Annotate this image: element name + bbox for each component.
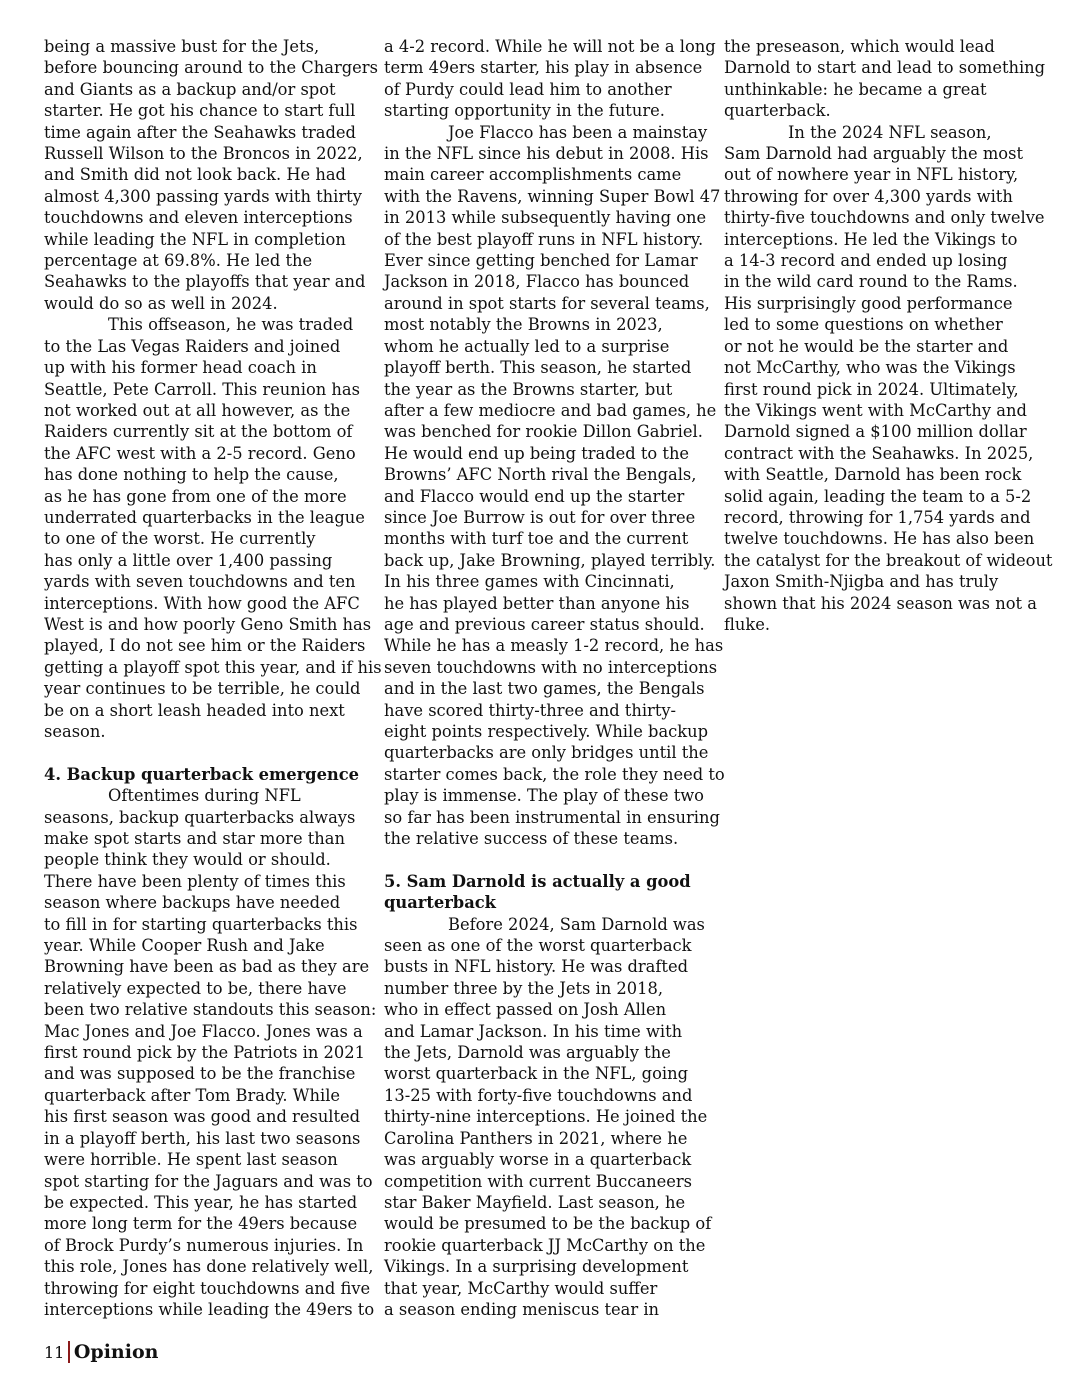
text-line: spot starting for the Jaguars and was to <box>44 1171 373 1191</box>
text-line: has done nothing to help the cause, <box>44 465 339 485</box>
text-line: record, throwing for 1,754 yards and <box>724 507 1031 527</box>
text-line: as he has gone from one of the more <box>44 486 347 506</box>
text-line: Browns’ AFC North rival the Bengals, <box>384 465 697 485</box>
text-line: Seahawks to the playoffs that year and <box>44 272 366 292</box>
paragraph-gap <box>44 742 374 763</box>
text-line: first round pick by the Patriots in 2021 <box>44 1043 365 1063</box>
text-line: and Giants as a backup and/or spot <box>44 79 336 99</box>
text-line: There have been plenty of times this <box>44 871 346 891</box>
text-line: who in effect passed on Josh Allen <box>384 1000 667 1020</box>
text-line: While he has a measly 1-2 record, he has <box>384 636 724 656</box>
text-line: up with his former head coach in <box>44 358 317 378</box>
text-line: to one of the worst. He currently <box>44 529 316 549</box>
text-line: and Flacco would end up the starter <box>384 486 685 506</box>
text-line: He would end up being traded to the <box>384 443 690 463</box>
text-line: Darnold signed a $100 million dollar <box>724 422 1027 442</box>
text-line: played, I do not see him or the Raiders <box>44 636 366 656</box>
text-line: play is immense. The play of these two <box>384 786 704 806</box>
paragraph-gap <box>384 849 714 870</box>
text-line: solid again, leading the team to a 5-2 <box>724 486 1032 506</box>
section-name: Opinion <box>73 1341 159 1363</box>
text-line: Before 2024, Sam Darnold was <box>448 914 705 934</box>
text-line: main career accomplishments came <box>384 165 682 185</box>
text-line: in the wild card round to the Rams. <box>724 272 1018 292</box>
text-line: Browning have been as bad as they are <box>44 957 370 977</box>
text-line: Darnold to start and lead to something <box>724 58 1046 78</box>
text-line: and in the last two games, the Bengals <box>384 679 705 699</box>
text-line: would do so as well in 2024. <box>44 293 278 313</box>
text-line: year. While Cooper Rush and Jake <box>44 936 325 956</box>
text-line: quarterbacks are only bridges until the <box>384 743 709 763</box>
text-line: been two relative standouts this season: <box>44 1000 377 1020</box>
text-line: be expected. This year, he has started <box>44 1192 358 1212</box>
text-line: fluke. <box>724 614 771 634</box>
text-line: seen as one of the worst quarterback <box>384 936 692 956</box>
text-line: his first season was good and resulted <box>44 1107 361 1127</box>
text-line: most notably the Browns in 2023, <box>384 315 663 335</box>
text-line: not McCarthy, who was the Vikings <box>724 358 1016 378</box>
text-line: first round pick in 2024. Ultimately, <box>724 379 1019 399</box>
page-number: 11 <box>44 1342 65 1362</box>
text-line: His surprisingly good performance <box>724 293 1013 313</box>
text-line: Joe Flacco has been a mainstay <box>448 122 708 142</box>
text-line: the preseason, which would lead <box>724 37 995 56</box>
text-line: Ever since getting benched for Lamar <box>384 251 698 271</box>
text-line: term 49ers starter, his play in absence <box>384 58 703 78</box>
text-line: year continues to be terrible, he could <box>44 679 361 699</box>
text-line: Carolina Panthers in 2021, where he <box>384 1128 688 1148</box>
text-line: the Vikings went with McCarthy and <box>724 400 1027 420</box>
text-line: in a playoff berth, his last two seasons <box>44 1128 361 1148</box>
text-line: that year, McCarthy would suffer <box>384 1278 658 1298</box>
text-column-1 <box>44 36 382 1320</box>
text-line: was benched for rookie Dillon Gabriel. <box>384 422 703 442</box>
text-line: Oftentimes during NFL <box>108 786 301 806</box>
text-line: back up, Jake Browning, played terribly. <box>384 550 716 570</box>
text-line: seasons, backup quarterbacks always <box>44 807 356 827</box>
text-line: interceptions. With how good the AFC <box>44 593 360 613</box>
text-line: In his three games with Cincinnati, <box>384 572 675 592</box>
text-line: people think they would or should. <box>44 850 331 870</box>
text-line: star Baker Mayfield. Last season, he <box>384 1192 686 1212</box>
text-line: quarterback. <box>724 101 831 121</box>
text-line: he has played better than anyone his <box>384 593 690 613</box>
text-line: Russell Wilson to the Broncos in 2022, <box>44 144 363 164</box>
text-line: have scored thirty-three and thirty- <box>384 700 677 720</box>
text-line: starter comes back, the role they need to <box>384 764 725 784</box>
text-line: with Seattle, Darnold has been rock <box>724 465 1022 485</box>
text-line: after a few mediocre and bad games, he <box>384 400 717 420</box>
text-line: season. <box>44 722 106 741</box>
text-line: quarterback after Tom Brady. While <box>44 1085 341 1105</box>
text-line: the Jets, Darnold was arguably the <box>384 1043 671 1063</box>
text-line: to the Las Vegas Raiders and joined <box>44 336 341 356</box>
text-line: with the Ravens, winning Super Bowl 47 <box>384 186 721 206</box>
text-column-3 <box>724 36 1054 635</box>
text-line: thirty-five touchdowns and only twelve <box>724 208 1045 228</box>
text-line: throwing for over 4,300 yards with <box>724 186 1013 206</box>
text-line: twelve touchdowns. He has also been <box>724 529 1035 549</box>
text-line: relatively expected to be, there have <box>44 978 347 998</box>
text-line: Sam Darnold had arguably the most <box>724 144 1023 164</box>
text-line: number three by the Jets in 2018, <box>384 978 664 998</box>
text-line: being a massive bust for the Jets, <box>44 37 320 56</box>
text-line: percentage at 69.8%. He led the <box>44 251 313 271</box>
text-line: were horrible. He spent last season <box>44 1150 338 1170</box>
text-line: and Lamar Jackson. In his time with <box>384 1021 683 1041</box>
text-line: getting a playoff spot this year, and if his <box>44 657 382 677</box>
text-line: of the best playoff runs in NFL history. <box>384 229 704 249</box>
text-line: or not he would be the starter and <box>724 336 1009 356</box>
text-column-2 <box>384 36 725 1320</box>
text-line: a 14-3 record and ended up losing <box>724 251 1008 271</box>
text-line: Jaxon Smith-Njigba and has truly <box>724 572 999 592</box>
text-line: Raiders currently sit at the bottom of <box>44 422 353 442</box>
text-line: shown that his 2024 season was not a <box>724 593 1037 613</box>
text-line: in 2013 while subsequently having one <box>384 208 707 228</box>
text-line: whom he actually led to a surprise <box>384 336 670 356</box>
text-line: 13-25 with forty-five touchdowns and <box>384 1085 693 1105</box>
text-line: thirty-nine interceptions. He joined the <box>384 1107 708 1127</box>
text-line: competition with current Buccaneers <box>384 1171 693 1191</box>
text-line: seven touchdowns with no interceptions <box>384 657 718 677</box>
text-line: was arguably worse in a quarterback <box>384 1150 692 1170</box>
section-heading-line: quarterback <box>384 893 496 913</box>
page-footer <box>44 1340 158 1364</box>
text-line: unthinkable: he became a great <box>724 79 987 99</box>
text-line: rookie quarterback JJ McCarthy on the <box>384 1235 706 1255</box>
text-line: not worked out at all however, as the <box>44 400 351 420</box>
text-line: In the 2024 NFL season, <box>788 122 992 142</box>
text-line: and was supposed to be the franchise <box>44 1064 356 1084</box>
text-line: while leading the NFL in completion <box>44 229 346 249</box>
text-line: a season ending meniscus tear in <box>384 1299 660 1319</box>
text-line: contract with the Seahawks. In 2025, <box>724 443 1034 463</box>
footer-divider <box>68 1341 70 1363</box>
text-line: would be presumed to be the backup of <box>384 1214 712 1234</box>
text-line: West is and how poorly Geno Smith has <box>44 614 372 634</box>
text-line: touchdowns and eleven interceptions <box>44 208 353 228</box>
section-heading-line: 5. Sam Darnold is actually a good <box>384 871 691 891</box>
text-line: the AFC west with a 2-5 record. Geno <box>44 443 356 463</box>
text-line: interceptions. He led the Vikings to <box>724 229 1018 249</box>
text-line: months with turf toe and the current <box>384 529 689 549</box>
text-line: a 4-2 record. While he will not be a long <box>384 37 716 56</box>
text-line: underrated quarterbacks in the league <box>44 507 365 527</box>
text-line: busts in NFL history. He was drafted <box>384 957 689 977</box>
text-line: throwing for eight touchdowns and five <box>44 1278 371 1298</box>
text-line: around in spot starts for several teams, <box>384 293 710 313</box>
text-line: this role, Jones has done relatively well, <box>44 1257 374 1277</box>
text-line: starter. He got his chance to start full <box>44 101 356 121</box>
text-line: since Joe Burrow is out for over three <box>384 507 696 527</box>
text-line: the catalyst for the breakout of wideout <box>724 550 1053 570</box>
text-line: almost 4,300 passing yards with thirty <box>44 186 362 206</box>
text-line: time again after the Seahawks traded <box>44 122 356 142</box>
text-line: playoff berth. This season, he started <box>384 358 692 378</box>
text-line: age and previous career status should. <box>384 614 705 634</box>
text-line: Vikings. In a surprising development <box>384 1257 689 1277</box>
text-line: led to some questions on whether <box>724 315 1003 335</box>
text-line: Seattle, Pete Carroll. This reunion has <box>44 379 360 399</box>
text-line: yards with seven touchdowns and ten <box>44 572 356 592</box>
text-line: to fill in for starting quarterbacks this <box>44 914 358 934</box>
text-line: Mac Jones and Joe Flacco. Jones was a <box>44 1021 363 1041</box>
text-line: in the NFL since his debut in 2008. His <box>384 144 709 164</box>
section-heading-line: 4. Backup quarterback emergence <box>44 764 360 784</box>
text-line: has only a little over 1,400 passing <box>44 550 333 570</box>
text-line: worst quarterback in the NFL, going <box>384 1064 688 1084</box>
text-line: season where backups have needed <box>44 893 341 913</box>
text-line: of Brock Purdy’s numerous injuries. In <box>44 1235 364 1255</box>
text-line: of Purdy could lead him to another <box>384 79 672 99</box>
text-line: the relative success of these teams. <box>384 829 679 849</box>
text-line: eight points respectively. While backup <box>384 722 709 741</box>
text-line: make spot starts and star more than <box>44 829 345 849</box>
text-line: starting opportunity in the future. <box>384 101 665 121</box>
text-line: before bouncing around to the Chargers <box>44 58 378 78</box>
text-line: the year as the Browns starter, but <box>384 379 673 399</box>
text-line: out of nowhere year in NFL history, <box>724 165 1019 185</box>
text-line: and Smith did not look back. He had <box>44 165 346 185</box>
text-line: This offseason, he was traded <box>108 315 354 335</box>
text-line: more long term for the 49ers because <box>44 1214 358 1234</box>
text-line: be on a short leash headed into next <box>44 700 345 720</box>
text-line: so far has been instrumental in ensuring <box>384 807 720 827</box>
text-line: Jackson in 2018, Flacco has bounced <box>384 272 690 292</box>
text-line: interceptions while leading the 49ers to <box>44 1299 375 1319</box>
